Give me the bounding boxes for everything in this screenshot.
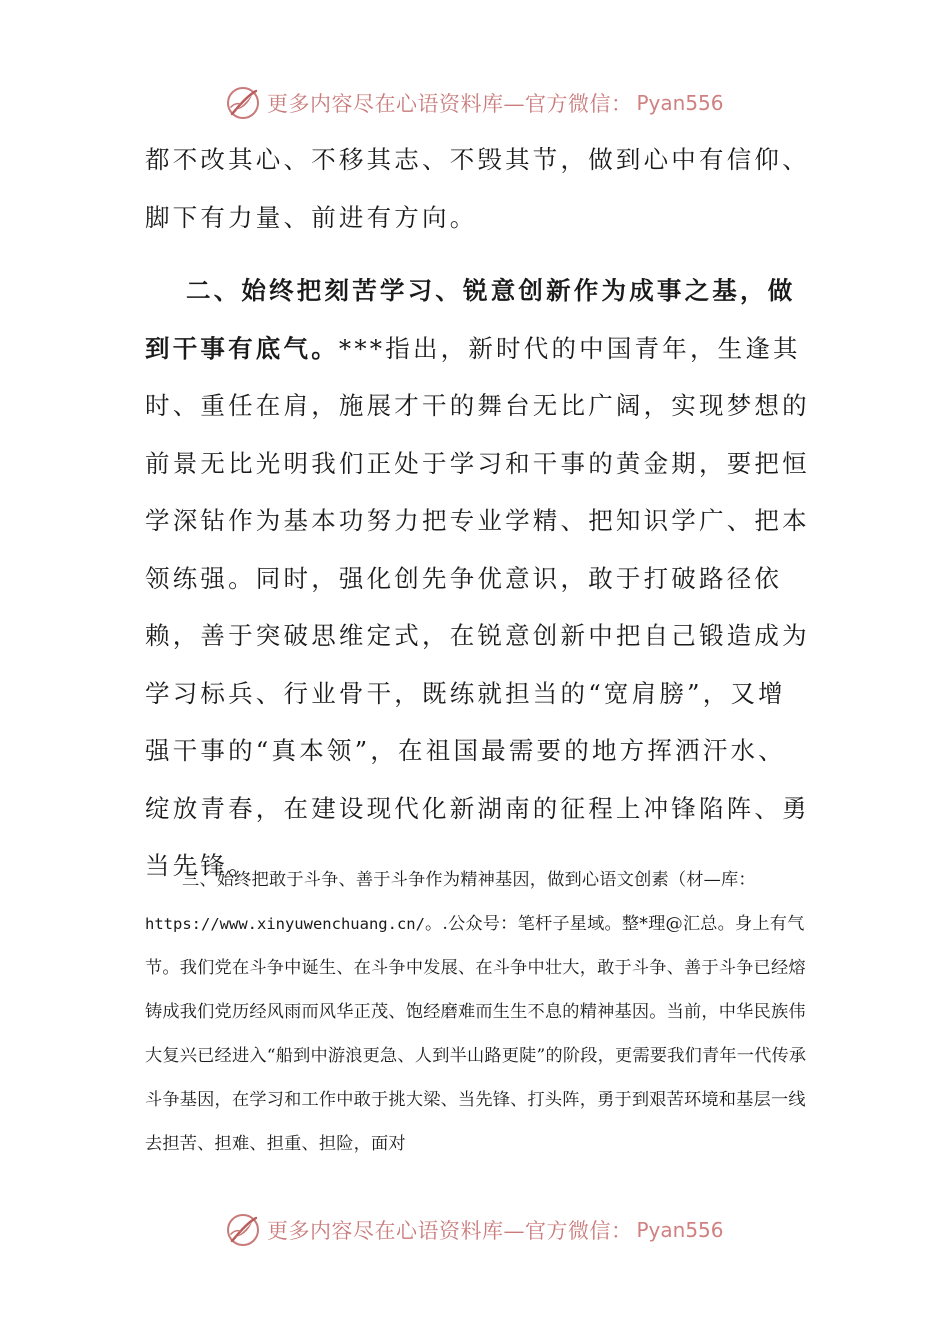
footer-watermark-banner [225, 1210, 724, 1250]
quill-pen-logo-icon [225, 85, 261, 121]
banner-text: 更多内容尽在心语资料库—官方微信： [267, 92, 633, 116]
section-three-lead: 三、始终把敢于斗争、善于斗争作为精神基因，做到心语文创素（材—库： [182, 870, 756, 890]
section-two-heading: 二、始终把刻苦学习、锐意创新作为成事之基，做到干事有底气。 [145, 276, 796, 363]
banner-text: 更多内容尽在心语资料库—官方微信： [267, 1219, 633, 1243]
quill-pen-logo-icon [225, 1212, 261, 1248]
header-watermark-banner [225, 83, 724, 123]
section-three-body: 。.公众号：笔杆子星域。整*理@汇总。身上有气节。我们党在斗争中诞生、在斗争中发展、在斗争中壮大，敢于斗争、善于斗争已经熔铸成我们党历经风雨而风华正茂、饱经磨难而生生不息的精神基因。当前，中华民族伟大复兴已经进入“船到中游浪更急、人到半山路更陡”的阶段，更需要我们青年一代传承斗争基因，在学习和工作中敢于挑大梁、当先锋、打头阵，勇于到艰苦环境和基层一线去担苦、担难、担重、担险，面对 [145, 914, 807, 1154]
source-url-link[interactable]: https://www.xinyuwenchuang.cn/ [145, 915, 425, 933]
paragraph-continuation: 都不改其心、不移其志、不毁其节，做到心中有信仰、脚下有力量、前进有方向。 [145, 145, 810, 232]
section-two-paragraph [145, 262, 810, 895]
banner-wechat-account: Pyan556 [636, 91, 724, 115]
banner-wechat-account: Pyan556 [636, 1218, 724, 1242]
section-three-paragraph [145, 858, 810, 1166]
section-two-body: ***指出，新时代的中国青年，生逢其时、重任在肩，施展才干的舞台无比广阔，实现梦想的前景无比光明我们正处于学习和干事的黄金期，要把恒学深钻作为基本功努力把专业学精、把知识学广、把本领练强。同时，强化创先争优意识，敢于打破路径依赖，善于突破思维定式，在锐意创新中把自己锻造成为学习标兵、行业骨干，既练就担当的“宽肩膀”，又增强干事的“真本领”，在祖国最需要的地方挥洒汗水、绽放青春，在建设现代化新湖南的征程上冲锋陷阵、勇当先锋。 [145, 333, 810, 880]
